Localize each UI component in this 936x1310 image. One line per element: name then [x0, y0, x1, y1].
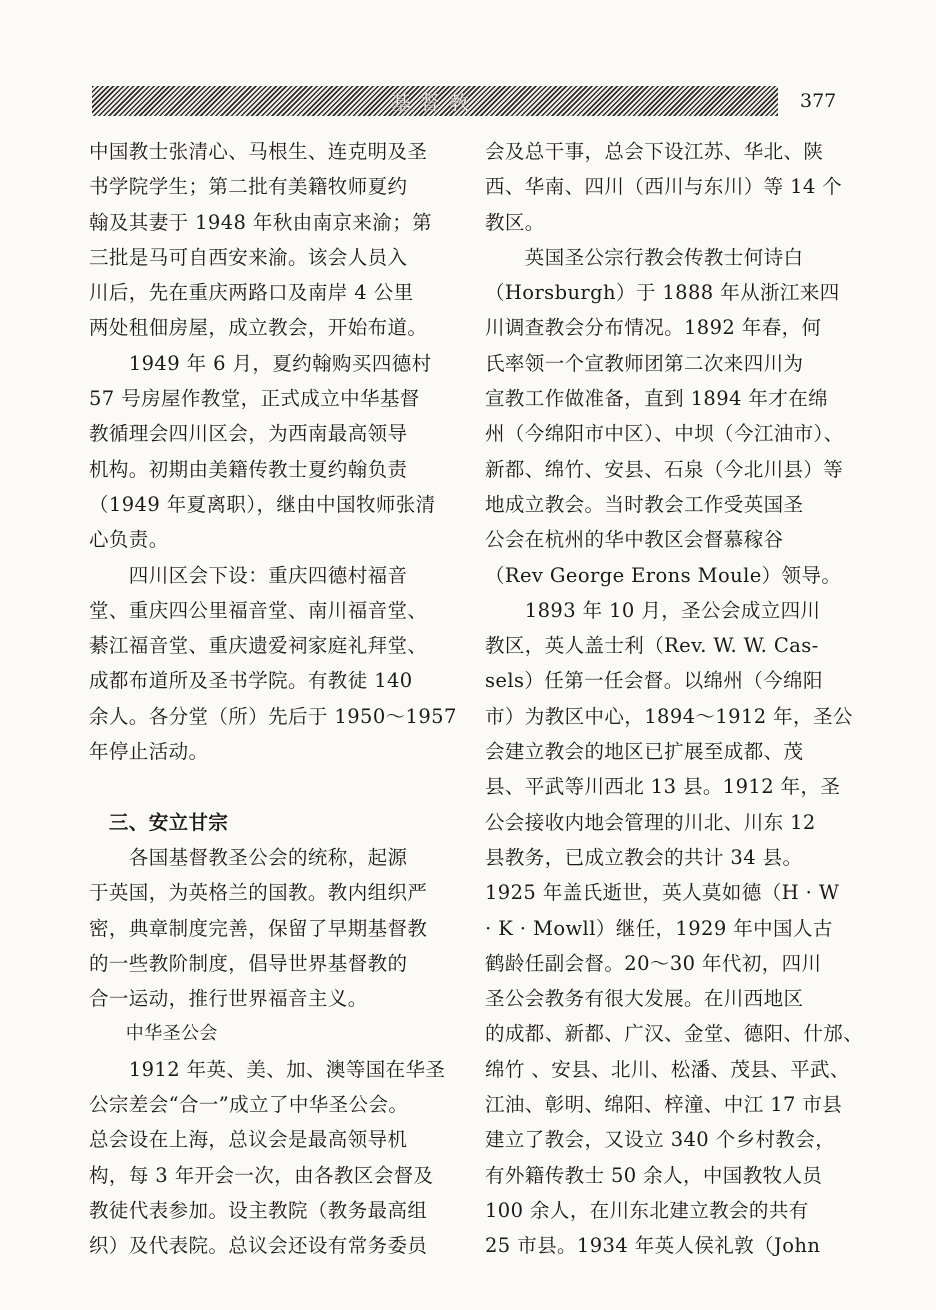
text-line: · K · Mowll）继任，1929 年中国人古	[485, 916, 833, 940]
text-line: 公宗差会“合一”成立了中华圣公会。	[89, 1093, 409, 1117]
text-line: 新都、绵竹、安县、石泉（今北川县）等	[485, 457, 844, 481]
text-line: 会及总干事，总会下设江苏、华北、陕	[485, 140, 824, 163]
text-line: 川后，先在重庆两路口及南岸 4 公里	[89, 281, 414, 305]
text-line: 100 余人，在川东北建立教会的共有	[485, 1198, 809, 1222]
subsection-heading: 中华圣公会	[89, 1023, 218, 1045]
blank-line	[89, 769, 457, 804]
text-line: 英国圣公宗行教会传教士何诗白	[485, 245, 804, 269]
text-line: 公会接收内地会管理的川北、川东 12	[485, 810, 816, 834]
text-line: 圣公会教务有很大发展。在川西地区	[485, 987, 804, 1011]
left-column	[89, 134, 457, 1264]
text-line: 西、华南、四川（西川与东川）等 14 个	[485, 175, 843, 199]
text-line: 教区，英人盖士利（Rev. W. W. Cas-	[485, 634, 819, 658]
text-line: 心负责。	[89, 528, 169, 552]
text-line: 密，典章制度完善，保留了早期基督教	[89, 916, 428, 940]
text-line: 1893 年 10 月，圣公会成立四川	[485, 598, 821, 622]
text-line: 川调查教会分布情况。1892 年春，何	[485, 316, 822, 340]
text-line: 三批是马可自西安来渝。该会人员入	[89, 245, 408, 269]
text-line: 两处租佃房屋，成立教会，开始布道。	[89, 316, 428, 340]
text-line: 1912 年英、美、加、澳等国在华圣	[89, 1057, 446, 1081]
text-line: 合一运动，推行世界福音主义。	[89, 987, 368, 1011]
text-line: 公会在杭州的华中教区会督慕稼谷	[485, 528, 784, 552]
page-number: 377	[800, 90, 837, 112]
text-line: 于英国，为英格兰的国教。教内组织严	[89, 881, 428, 905]
text-line: 氏率领一个宣教师团第二次来四川为	[485, 351, 804, 375]
text-line: 构，每 3 年开会一次，由各教区会督及	[89, 1163, 434, 1187]
text-line: 中国教士张清心、马根生、连克明及圣	[89, 140, 428, 163]
text-line: 1925 年盖氏逝世，英人莫如德（H · W	[485, 881, 840, 905]
running-header-title: 基督教	[391, 92, 479, 114]
text-line: 的一些教阶制度，倡导世界基督教的	[89, 951, 408, 975]
text-line: 市）为教区中心，1894～1912 年，圣公	[485, 704, 853, 728]
text-line: 有外籍传教士 50 余人，中国教牧人员	[485, 1163, 823, 1187]
text-line: 鹤龄任副会督。20～30 年代初，四川	[485, 951, 822, 975]
right-column	[485, 134, 864, 1264]
text-line: 织）及代表院。总议会还设有常务委员	[89, 1234, 428, 1258]
text-line: sels）任第一任会督。以绵州（今绵阳	[485, 669, 823, 693]
text-line: 翰及其妻于 1948 年秋由南京来渝；第	[89, 210, 433, 234]
text-line: 堂、重庆四公里福音堂、南川福音堂、	[89, 598, 428, 622]
text-line: （Rev George Erons Moule）领导。	[485, 563, 842, 587]
text-line: 成都布道所及圣书学院。有教徒 140	[89, 669, 413, 693]
text-line: 总会设在上海，总议会是最高领导机	[89, 1128, 408, 1152]
text-line: 四川区会下设：重庆四德村福音	[89, 563, 408, 587]
text-line: （1949 年夏离职），继由中国牧师张清	[89, 492, 436, 516]
text-line: 宣教工作做准备，直到 1894 年才在绵	[485, 387, 829, 411]
text-line: 25 市县。1934 年英人侯礼敦（John	[485, 1234, 821, 1258]
text-line: 年停止活动。	[89, 740, 209, 764]
text-line: 地成立教会。当时教会工作受英国圣	[485, 492, 804, 516]
text-line: 教徒代表参加。设主教院（教务最高组	[89, 1198, 428, 1222]
text-line: 各国基督教圣公会的统称，起源	[89, 845, 408, 869]
text-line: 会建立教会的地区已扩展至成都、茂	[485, 740, 804, 764]
section-heading: 三、安立甘宗	[89, 810, 229, 834]
text-line: 教区。	[485, 210, 545, 234]
text-line: 县、平武等川西北 13 县。1912 年，圣	[485, 775, 841, 799]
text-line: 书学院学生；第二批有美籍牧师夏约	[89, 175, 408, 199]
text-line: 建立了教会，又设立 340 个乡村教会，	[485, 1128, 836, 1152]
text-line: 綦江福音堂、重庆遗爱祠家庭礼拜堂、	[89, 634, 428, 658]
text-line: 县教务，已成立教会的共计 34 县。	[485, 845, 803, 869]
text-line: 江油、彰明、绵阳、梓潼、中江 17 市县	[485, 1093, 843, 1117]
text-line: （Horsburgh）于 1888 年从浙江来四	[485, 281, 840, 305]
text-line: 机构。初期由美籍传教士夏约翰负责	[89, 457, 408, 481]
running-header-band	[92, 86, 778, 116]
text-line: 教循理会四川区会，为西南最高领导	[89, 422, 408, 446]
text-line: 的成都、新都、广汉、金堂、德阳、什邡、	[485, 1022, 864, 1046]
text-line: 州（今绵阳市中区）、中坝（今江油市）、	[485, 422, 844, 446]
text-line: 1949 年 6 月，夏约翰购买四德村	[89, 351, 432, 375]
text-line: 57 号房屋作教堂，正式成立中华基督	[89, 387, 420, 411]
text-line: 绵竹 、安县、北川、松潘、茂县、平武、	[485, 1057, 850, 1081]
text-line: 余人。各分堂（所）先后于 1950～1957	[89, 704, 457, 728]
